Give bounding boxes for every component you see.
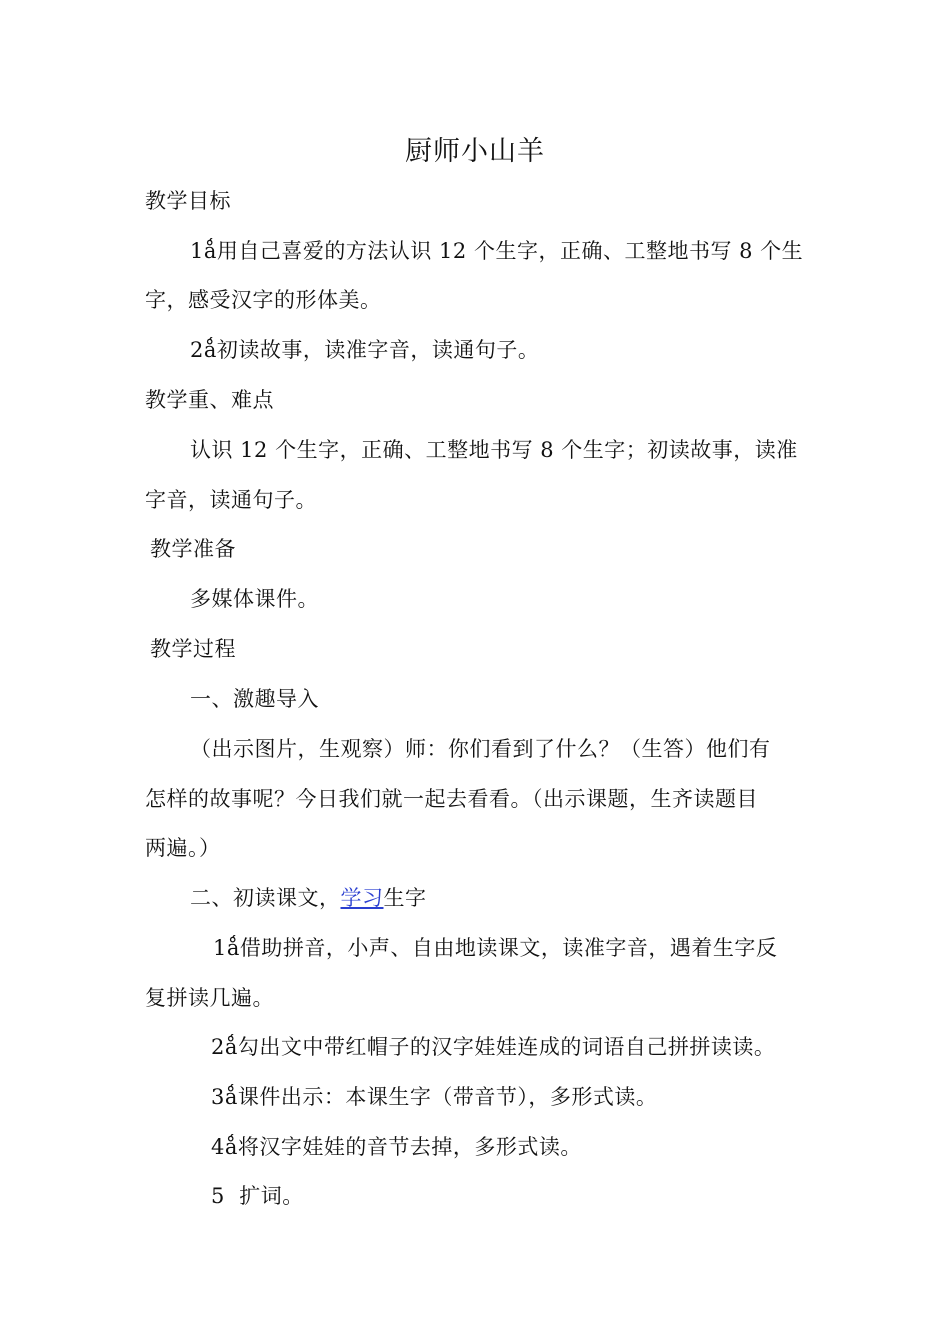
key-points-line-2: 字音，读通句子。 [145, 488, 317, 512]
document-title: 厨师小山羊 [405, 136, 545, 167]
preparation-text: 多媒体课件。 [190, 587, 319, 611]
section-1-line-3: 两遍。） [145, 836, 221, 860]
step-1-line-1: 1ǻ借助拼音，小声、自由地读课文，读准字音，遇着生字反 [213, 936, 778, 960]
process-heading: 教学过程 [150, 637, 236, 661]
step-5: 5 扩词。 [211, 1184, 304, 1208]
preparation-heading: 教学准备 [150, 537, 236, 561]
step-1-line-2: 复拼读几遍。 [145, 986, 274, 1010]
section-2-heading-prefix: 二、初读课文， [190, 886, 341, 910]
objective-1-line-1: 1ǻ用自己喜爱的方法认识 12 个生字，正确、工整地书写 8 个生 [190, 239, 804, 263]
key-points-heading: 教学重、难点 [145, 388, 274, 412]
step-3: 3ǻ课件出示：本课生字（带音节），多形式读。 [211, 1085, 658, 1109]
section-1-line-2: 怎样的故事呢？今日我们就一起去看看。（出示课题，生齐读题目 [145, 787, 758, 811]
step-4: 4ǻ将汉字娃娃的音节去掉，多形式读。 [211, 1135, 582, 1159]
section-1-heading: 一、激趣导入 [190, 687, 319, 711]
section-2-heading-suffix: 生字 [383, 886, 427, 910]
section-2-heading [190, 883, 427, 913]
section-1-line-1: （出示图片，生观察）师：你们看到了什么？（生答）他们有 [190, 737, 771, 761]
key-points-line-1: 认识 12 个生字，正确、工整地书写 8 个生字；初读故事，读准 [190, 438, 798, 462]
objective-1-line-2: 字，感受汉字的形体美。 [145, 288, 382, 312]
study-link[interactable]: 学习 [340, 886, 384, 910]
step-2: 2ǻ勾出文中带红帽子的汉字娃娃连成的词语自己拼拼读读。 [211, 1035, 776, 1059]
objectives-heading: 教学目标 [145, 189, 231, 213]
objective-2: 2ǻ初读故事，读准字音，读通句子。 [190, 338, 540, 362]
